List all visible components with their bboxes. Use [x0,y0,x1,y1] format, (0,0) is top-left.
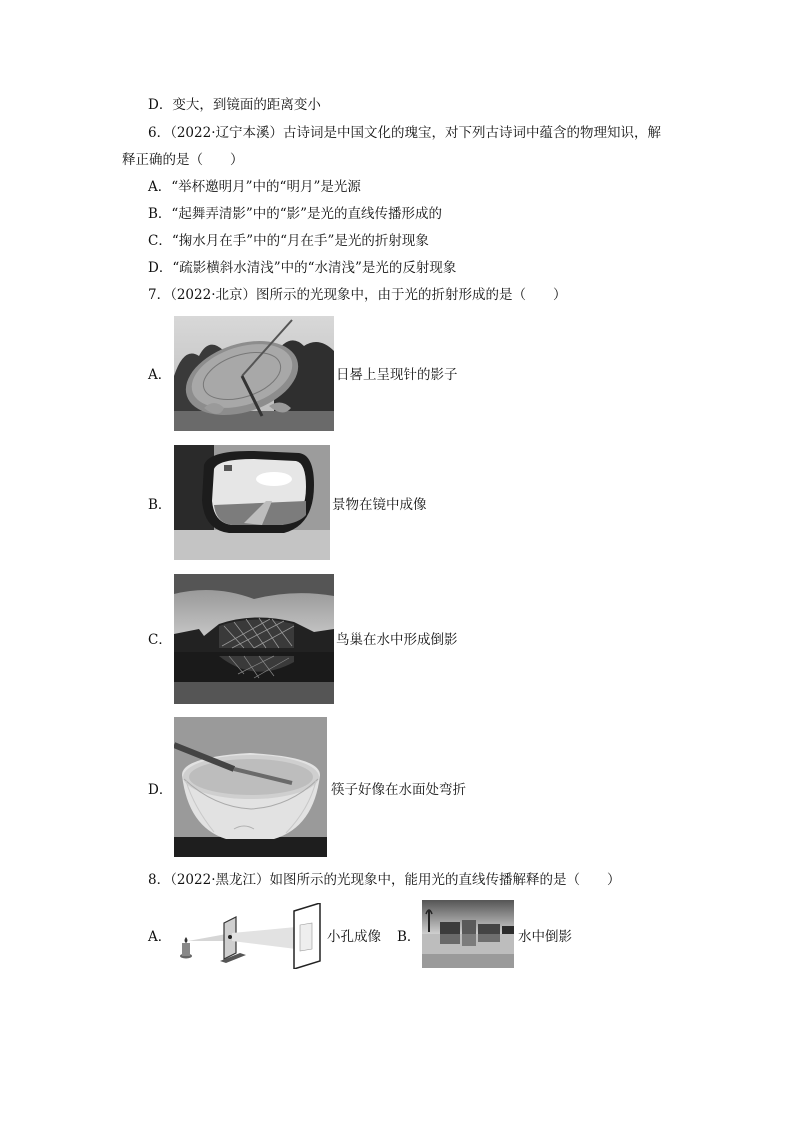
q8-option-b-caption: 水中倒影 [518,929,572,945]
q7-option-a-letter: A． [148,367,172,383]
chopsticks-bowl-photo [174,717,327,857]
q7-option-c-caption: 鸟巢在水中形成倒影 [336,632,458,648]
q7-option-a-caption: 日晷上呈现针的影子 [336,367,458,383]
q6-option-c: C．“掬水月在手”中的“月在手”是光的折射现象 [148,233,429,249]
q8-option-a-caption: 小孔成像 [327,929,381,945]
q6-stem-line1: 6．（2022·辽宁本溪）古诗词是中国文化的瑰宝，对下列古诗词中蕴含的物理知识，解 [148,125,661,141]
q7-option-b-caption: 景物在镜中成像 [332,497,427,513]
q6-option-d: D．“疏影横斜水清浅”中的“水清浅”是光的反射现象 [148,260,457,276]
pinhole-diagram [174,903,324,969]
water-reflection-photo [422,900,514,968]
q7-option-b-letter: B． [148,497,172,513]
q6-stem-line2: 释正确的是（ ） [122,152,244,168]
sundial-photo [174,316,334,431]
q5-option-d: D．变大，到镜面的距离变小 [148,97,321,113]
q7-option-d-letter: D． [148,782,173,798]
q8-option-b-letter: B． [397,929,421,945]
q6-option-a: A．“举杯邀明月”中的“明月”是光源 [148,179,361,195]
q6-option-b: B．“起舞弄清影”中的“影”是光的直线传播形成的 [148,206,443,222]
q7-option-c-letter: C． [148,632,172,648]
q7-option-d-caption: 筷子好像在水面处弯折 [331,782,466,798]
q7-stem: 7．（2022·北京）图所示的光现象中，由于光的折射形成的是（ ） [148,287,567,303]
q8-option-a-letter: A． [148,929,172,945]
car-mirror-photo [174,445,330,560]
q8-stem: 8．（2022·黑龙江）如图所示的光现象中，能用光的直线传播解释的是（ ） [148,872,621,888]
birds-nest-photo [174,574,334,704]
